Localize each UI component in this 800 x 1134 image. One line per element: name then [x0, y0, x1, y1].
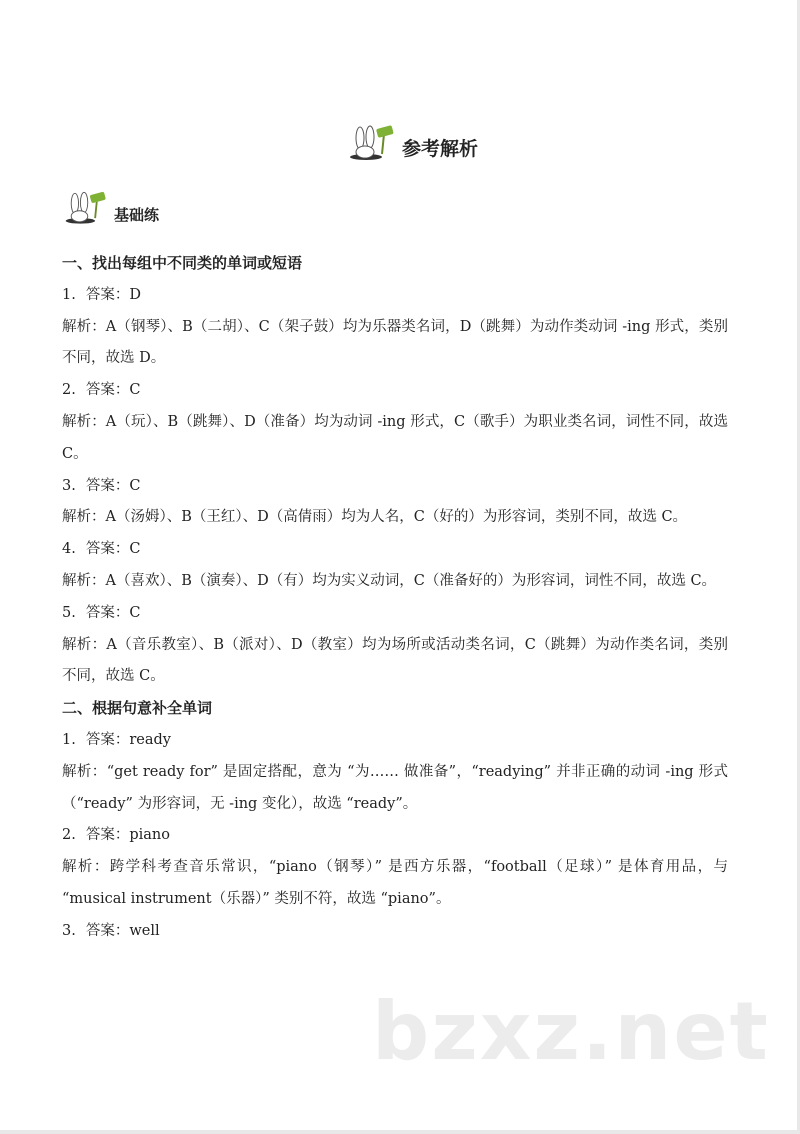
page-bottom-edge: [0, 1130, 800, 1134]
watermark: bzxz.net: [372, 985, 770, 1078]
analysis: 解析：A（钢琴）、B（二胡）、C（架子鼓）均为乐器类名词，D（跳舞）为动作类动词 -ing 形式，类别不同，故选 D。: [62, 318, 728, 367]
part1-heading: 一、找出每组中不同类的单词或短语: [62, 254, 303, 272]
answer-line: 3. 答案：C: [62, 477, 141, 494]
analysis: 解析：A（音乐教室）、B（派对）、D（教室）均为场所或活动类名词，C（跳舞）为动作类名词，类别不同，故选 C。: [62, 636, 728, 685]
answer-content: [62, 248, 728, 948]
answer-line: 5. 答案：C: [62, 604, 141, 621]
answer-line: 2. 答案：C: [62, 382, 141, 399]
answer-line: 2. 答案：piano: [62, 827, 170, 844]
answer-line: 1. 答案：ready: [62, 731, 171, 748]
answer-line: 4. 答案：C: [62, 541, 141, 558]
analysis: 解析：A（汤姆）、B（王红）、D（高倩雨）均为人名，C（好的）为形容词，类别不同，故选 C。: [62, 509, 688, 526]
analysis: 解析：跨学科考查音乐常识，“piano（钢琴）” 是西方乐器，“football（足球）” 是体育用品，与 “musical instrument（乐器）” 类别不符，故选 “piano”。: [62, 859, 728, 907]
page-title: 参考解析: [346, 124, 478, 162]
bunny-sign-icon: [346, 124, 396, 162]
analysis: 解析：A（喜欢）、B（演奏）、D（有）均为实义动词，C（准备好的）为形容词，词性不同，故选 C。: [62, 572, 717, 589]
analysis: 解析：A（玩）、B（跳舞）、D（准备）均为动词 -ing 形式，C（歌手）为职业类名词，词性不同，故选 C。: [62, 413, 728, 462]
answer-line: 3. 答案：well: [62, 922, 160, 939]
answer-line: 1. 答案：D: [62, 286, 141, 303]
analysis: 解析：“get ready for” 是固定搭配，意为 “为…… 做准备”，“readying” 并非正确的动词 -ing 形式（“ready” 为形容词，无 -ing 变化），故选 “ready”。: [62, 763, 728, 812]
bunny-sign-icon: [62, 190, 108, 226]
section-label: 基础练: [62, 190, 159, 226]
part2-heading: 二、根据句意补全单词: [62, 699, 213, 718]
